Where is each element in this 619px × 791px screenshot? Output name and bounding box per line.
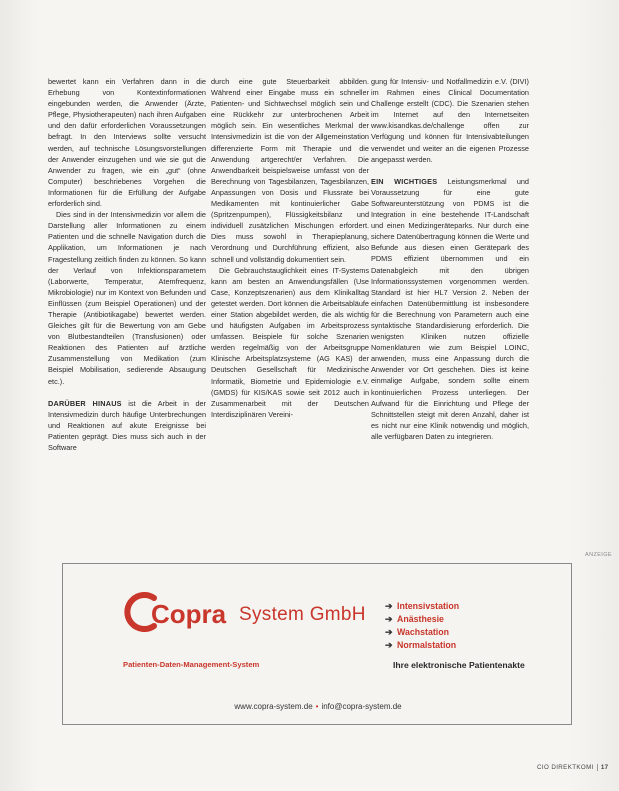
- paragraph: gung für Intensiv- und Notfallmedizin e.V. (DIVI) im Rahmen eines Clinical Documentation Challenge erstellt (CDC). Die Szenarien stehen im Internet auf den Internetseiten www.kisandkas.de/challenge offen zur Verfügung und können für Intensivabteilungen verwendet und weiter an die eigenen Prozesse angepasst werden.: [371, 77, 529, 164]
- arrow-right-icon: ➔: [385, 614, 393, 624]
- paragraph: bewertet kann ein Verfahren dann in die Erhebung von Kontextinformationen eingebunden werden, die Anwender (Ärzte, Pflege, Physiotherapeuten) nach ihren Aufgaben und den dafür erforderlichen Voraussetzungen befragt. In den Interviews sollte versucht werden, auf technische Lösungsvorstellungen der Anwender einzugehen und wie sie gut die Anwender zu fragen, wie ein „gut“ (ohne Computer) beschriebenes Vorgehen die Informationen für die Erfüllung der Aufgabe erforderlich sind.: [48, 77, 206, 209]
- paragraph: Dies sind in der Intensivmedizin vor allem die Darstellung aller Informationen zu einem Patienten und die schnelle Navigation durch die Applikation, um Informationen je nach Fragestellung zeitlich finden zu können. So kann der Verlauf von Infektionsparametern (Laborwerte, Temperatur, Atemfrequenz, Mikrobiologie) nur im Kontext von Befunden und Einflüssen (zum Beispiel Operationen) und der Therapie (Antibiotikagabe) bewertet werden. Gleiches gilt für die Bewertung von am Gebe von Blutbestandteilen (Transfusionen) oder Reaktionen des Patienten auf ärztliche Zusammenstellung von Medikation (zum Beispiel Mobilisation, sedierende Absaugung etc.).: [48, 210, 206, 386]
- paragraph: [371, 176, 529, 442]
- arrow-right-icon: ➔: [385, 640, 393, 650]
- advertisement[interactable]: [62, 563, 572, 725]
- page-footer: [537, 764, 609, 771]
- bullet-icon: •: [315, 702, 319, 711]
- ad-contact: [63, 702, 573, 711]
- text-column-1: [48, 76, 206, 453]
- feature-item: ➔ Anästhesie: [385, 614, 444, 624]
- feature-item: ➔ Normalstation: [385, 640, 457, 650]
- website-link[interactable]: www.copra-system.de: [234, 702, 313, 711]
- page-number: 17: [597, 764, 609, 771]
- feature-list: [385, 600, 555, 652]
- paragraph: [48, 398, 206, 453]
- feature-item: ➔ Intensivstation: [385, 601, 460, 611]
- paragraph-body: ist die Arbeit in der Intensivmedizin durch häufige Unterbrechungen und Reaktionen auf akute Ereignisse bei Patienten geprägt. Dies muss sich auch in der Software: [48, 398, 206, 452]
- product-subtitle: Patienten-Daten-Management-System: [123, 660, 260, 669]
- email-link[interactable]: info@copra-system.de: [321, 702, 402, 711]
- paragraph-lead: DARÜBER HINAUS: [48, 398, 122, 408]
- feature-item: ➔ Wachstation: [385, 627, 449, 637]
- arrow-right-icon: ➔: [385, 627, 393, 637]
- magazine-name: CIO DIREKTKOMI: [537, 764, 594, 771]
- company-name: System GmbH: [239, 604, 366, 625]
- copra-logo-text: Copra: [151, 599, 227, 629]
- paragraph: Die Gebrauchstauglichkeit eines IT-Systems kann am besten an Anwendungsfällen (Use Case, Konzeptszenarien) aus dem Klinikalltag getestet werden. Dort können die Arbeitsabläufe einer Station abgebildet werden, die als wichtig und häufigsten Aufgaben im Arbeitsprozess umfassen. Beispiele für solche Szenarien werden regelmäßig von der Arbeitsgruppe Klinische Arbeitsplatzsysteme (AG KAS) der Deutschen Gesellschaft für Medizinische Informatik, Biometrie und Epidemiologie e.V. (GMDS) für KIS/KAS sowie seit 2012 auch in Zusammenarbeit mit der Deutschen Interdisziplinären Vereini-: [211, 265, 369, 419]
- ad-label: ANZEIGE: [585, 552, 612, 558]
- text-column-3: [371, 76, 529, 442]
- ad-tagline: Ihre elektronische Patientenakte: [393, 660, 525, 670]
- paragraph-lead: EIN WICHTIGES: [371, 176, 438, 186]
- text-column-2: [211, 76, 369, 420]
- copra-logo-icon: [127, 595, 154, 629]
- paragraph-body: Leistungsmerkmal und Voraussetzung für eine gute Softwareunterstützung von PDMS ist die Integration in eine bestehende IT-Landschaft und einen Medizingeräteparks. Nur durch eine sichere Datenübertragung können die Werte und Befunde aus diesen einen Gerätepark des PDMS effizient übernommen und ein Datenabgleich mit den übrigen Informationssystemen vorgenommen werden. Standard ist hier HL7 Version 2. Neben der einfachen Datenübermittlung ist insbesondere für die Berechnung von Parametern auch eine syntaktische Standardisierung erforderlich. Die wenigsten Kliniken nutzen offizielle Nomenklaturen wie zum Beispiel LOINC, anwenden, muss eine Anpassung durch die Anwender vor Ort geschehen. Dies ist keine einmalige Aufgabe, sondern sollte einem kontinuierlichen Prozess unterliegen. Der Aufwand für die Einrichtung und Pflege der Schnittstellen steigt mit deren Anzahl, daher ist es nicht nur eine Klinik notwendig und möglich, alle verfügbaren Daten zu integrieren.: [371, 176, 529, 441]
- arrow-right-icon: ➔: [385, 601, 393, 611]
- paragraph: durch eine gute Steuerbarkeit abbilden. Während einer Eingabe muss ein schneller Patienten- und Sichtwechsel möglich sein und eine Rückkehr zur unterbrochenen Arbeit möglich sein. Ein wesentliches Merkmal der Intensivmedizin ist die von der Allgemeinstation differenzierte Form mit Therapie und die Anwendung artgerecht/er Verfahren. Die Anwendbarkeit beispielsweise umfasst von der Berechnung von Tagesbilanzen, Tagesbilanzen, Anpassungen von Dosis und Flussrate bei Medikamenten mit kontinuierlicher Gabe (Spritzenpumpen), Flüssigkeitsbilanz und individuell zusätzlichen Mischungen erfordert. Dies muss sowohl in Therapieplanung, Verordnung und Durchführung effizient, also schnell und vollständig dokumentiert sein.: [211, 77, 369, 264]
